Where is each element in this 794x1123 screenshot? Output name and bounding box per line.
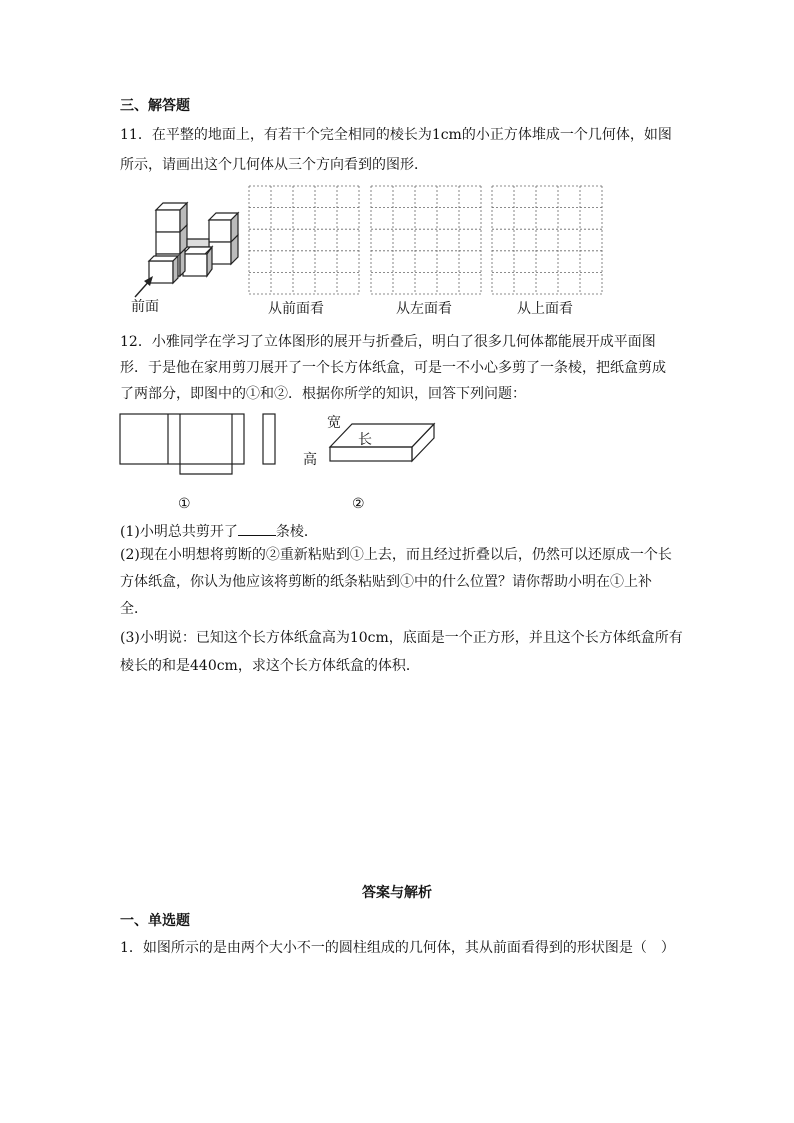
grid-label-front: 从前面看 — [268, 301, 324, 317]
q12-text-line3: 了两部分，即图中的①和②．根据你所学的知识，回答下列问题： — [120, 386, 526, 402]
view-grid-top — [491, 185, 603, 295]
answer-section-title: 一、单选题 — [120, 913, 190, 929]
q12-part1-prefix: (1)小明总共剪开了 — [120, 524, 238, 540]
q12-part2-line3: 全． — [120, 601, 148, 617]
q11-text-line1: 11．在平整的地面上，有若干个完全相同的棱长为1cm的小正方体堆成一个几何体，如图 — [120, 127, 672, 143]
q12-part2-line2: 方体纸盒，你认为他应该将剪断的纸条粘贴到①中的什么位置？请你帮助小明在①上补 — [120, 574, 652, 590]
figure-1-label: ① — [178, 496, 191, 512]
net-figure-1 — [118, 412, 280, 478]
q12-text-line1: 12．小雅同学在学习了立体图形的展开与折叠后，明白了很多几何体都能展开成平面图 — [120, 334, 656, 350]
view-grid-front — [248, 185, 360, 295]
answer-blank[interactable] — [238, 521, 276, 536]
label-kuan: 宽 — [327, 415, 341, 431]
q12-part3-line2: 棱长的和是440cm，求这个长方体纸盒的体积． — [120, 658, 420, 674]
label-chang: 长 — [358, 432, 372, 448]
q12-text-line2: 形．于是他在家用剪刀展开了一个长方体纸盒，可是一不小心多剪了一条棱，把纸盒剪成 — [120, 360, 666, 376]
answer-q1-text: 1．如图所示的是由两个大小不一的圆柱组成的几何体，其从前面看得到的形状图是（ ） — [120, 940, 675, 956]
q12-part3-line1: (3)小明说：已知这个长方体纸盒高为10cm，底面是一个正方形，并且这个长方体纸盒所有 — [120, 630, 683, 646]
q11-text-line2: 所示，请画出这个几何体从三个方向看到的图形． — [120, 157, 428, 173]
q12-part1 — [120, 521, 318, 541]
section-title: 三、解答题 — [120, 98, 190, 114]
q12-part1-suffix: 条棱． — [275, 524, 318, 540]
figure-2-label: ② — [352, 496, 365, 512]
grid-label-left: 从左面看 — [396, 301, 452, 317]
front-label: 前面 — [131, 299, 159, 315]
q12-part2-line1: (2)现在小明想将剪断的②重新粘贴到①上去，而且经过折叠以后，仍然可以还原成一个长 — [120, 547, 672, 563]
grid-label-top: 从上面看 — [517, 301, 573, 317]
answer-title: 答案与解析 — [362, 885, 432, 901]
label-gao: 高 — [303, 452, 317, 468]
view-grid-left — [370, 185, 482, 295]
